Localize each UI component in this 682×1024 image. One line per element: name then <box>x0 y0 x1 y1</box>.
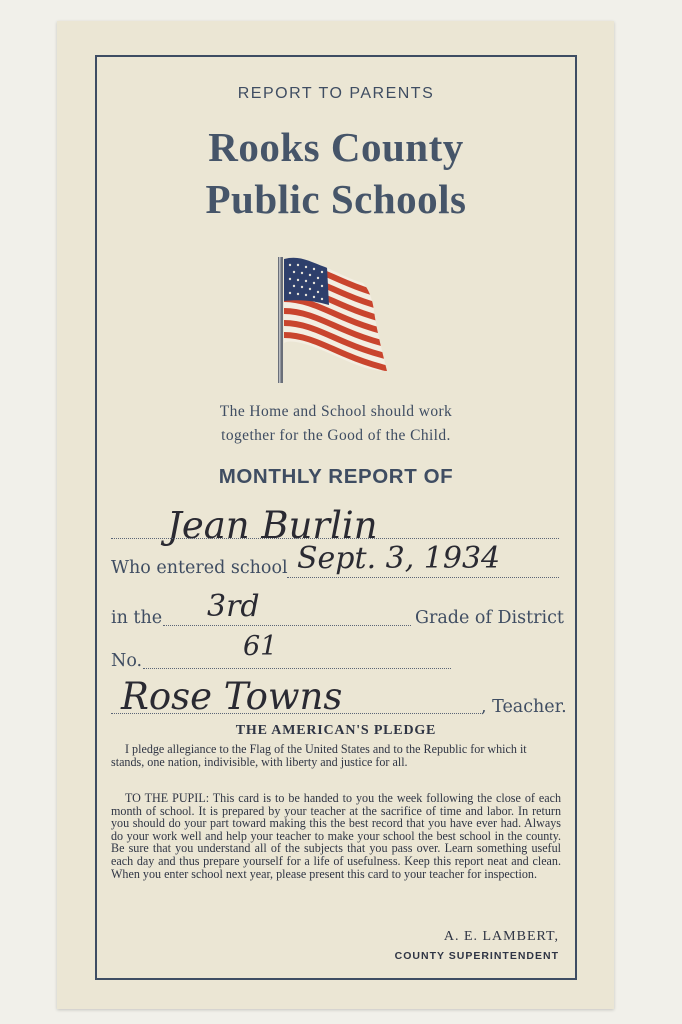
teacher-name: Rose Towns <box>121 675 343 718</box>
in-the-label: in the <box>111 608 163 628</box>
teacher-label: , Teacher. <box>481 697 567 717</box>
school-name-line2: Public Schools <box>205 176 467 222</box>
motto <box>97 400 575 448</box>
motto-line1: The Home and School should work <box>219 403 453 420</box>
entry-date: Sept. 3, 1934 <box>297 541 501 576</box>
grade-of-district-label: Grade of District <box>415 608 564 628</box>
pledge-title: THE AMERICAN'S PLEDGE <box>235 723 437 738</box>
pupil-instructions: TO THE PUPIL: This card is to be handed to you the week following the close of each month of school. It is prepared by your teacher at the sacrifice of time and labor. In return you should do your part toward making this the best record that you have ever had. Always do your work well and help your teacher to make your school the best school in the county. Be sure that you understand all of the subjects that you pass over. Learn something useful each day and thus prepare yourself for a life of usefulness. Keep this report neat and clean. When you enter school next year, please present this card to your teacher for inspection. <box>111 791 561 881</box>
district-no-line <box>143 668 451 669</box>
school-name-line1: Rooks County <box>208 124 464 170</box>
report-to-parents-heading: REPORT TO PARENTS <box>237 85 435 102</box>
motto-line2: together for the Good of the Child. <box>221 427 451 444</box>
student-name: Jean Burlin <box>167 504 378 547</box>
district-number: 61 <box>243 631 278 662</box>
grade-line <box>163 625 411 626</box>
entered-school-label: Who entered school <box>111 558 288 578</box>
report-card <box>57 21 614 1009</box>
grade-value: 3rd <box>207 589 260 624</box>
superintendent-title: COUNTY SUPERINTENDENT <box>394 950 559 962</box>
american-flag-icon <box>277 253 392 385</box>
card-border <box>95 55 577 980</box>
district-no-label: No. <box>111 651 143 671</box>
student-name-line <box>111 538 559 539</box>
teacher-line <box>111 713 481 714</box>
superintendent-name: A. E. LAMBERT, <box>443 929 559 944</box>
entry-date-line <box>287 577 559 578</box>
monthly-report-heading: MONTHLY REPORT OF <box>218 465 454 488</box>
pledge-text: I pledge allegiance to the Flag of the United States and to the Republic for which it stands, one nation, indivisible, with liberty and justice for all. <box>111 742 527 769</box>
